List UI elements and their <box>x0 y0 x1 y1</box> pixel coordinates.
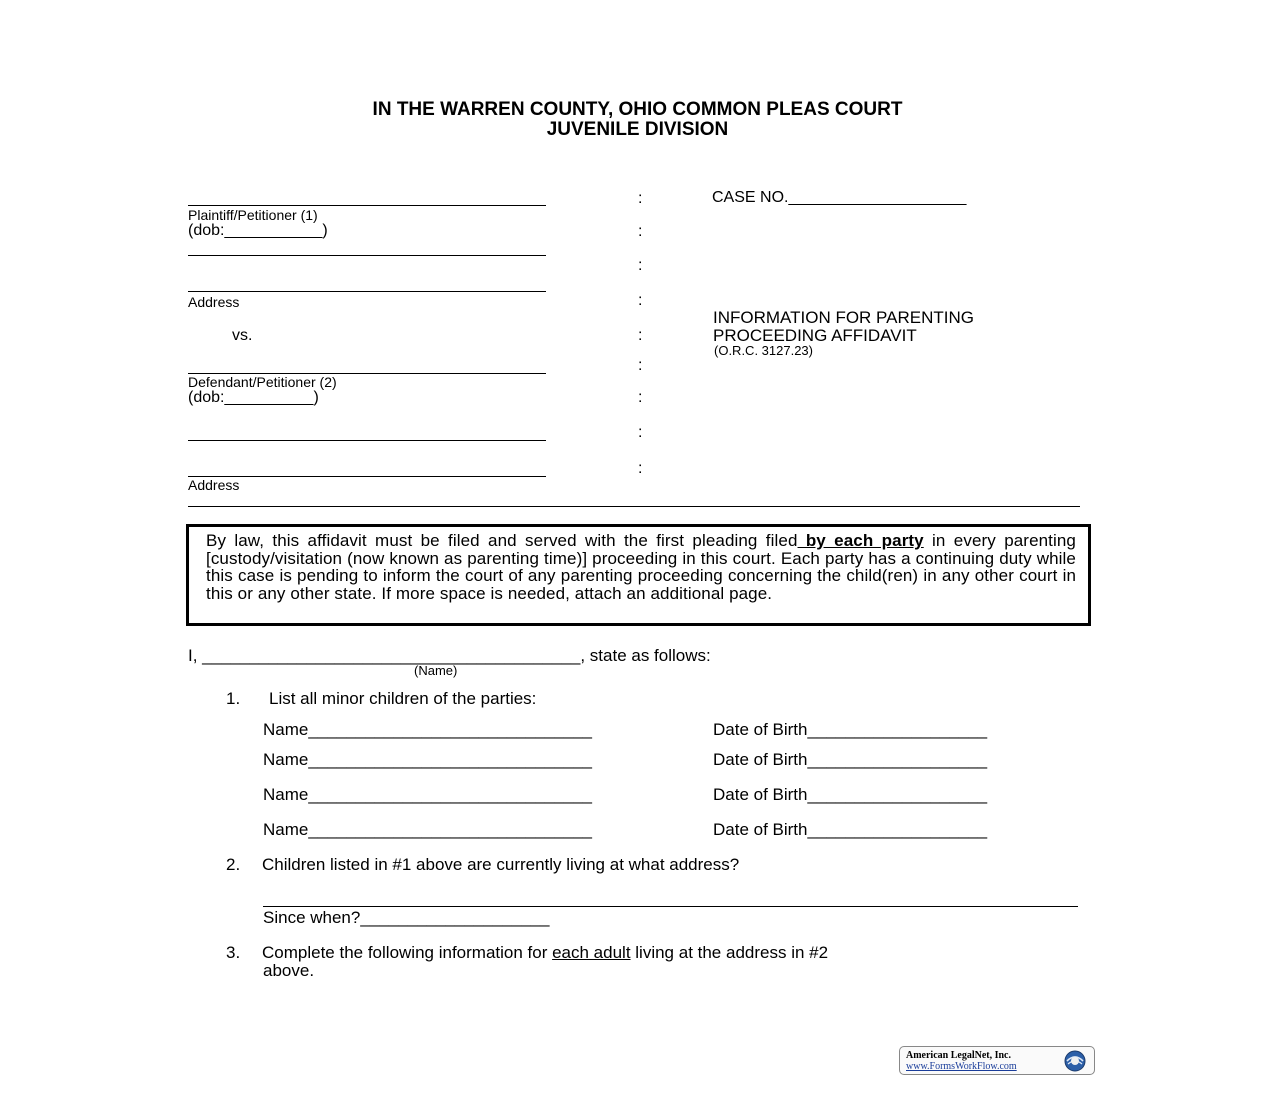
form-title-line-2: PROCEEDING AFFIDAVIT <box>713 326 917 345</box>
globe-icon <box>1060 1049 1090 1073</box>
affiant-statement: I, ________________________________________, state as follows: <box>188 646 711 665</box>
plaintiff-name-line <box>188 205 546 206</box>
item-2-number: 2. <box>226 855 241 874</box>
name-caption: (Name) <box>414 663 458 678</box>
item-1-text: List all minor children of the parties: <box>269 689 537 708</box>
statute-reference: (O.R.C. 3127.23) <box>714 343 813 358</box>
item-3-text: Complete the following information for each adult living at the address in #2 <box>262 943 829 962</box>
caption-colon: : <box>638 292 643 309</box>
notice-box <box>186 524 1091 626</box>
children-address-line <box>263 906 1078 907</box>
item-3-emphasis: each adult <box>552 943 631 962</box>
plaintiff-address-label: Address <box>188 294 240 310</box>
child-dob-field: Date of Birth___________________ <box>713 785 988 804</box>
publisher-badge <box>899 1046 1095 1075</box>
caption-colon: : <box>638 190 643 207</box>
child-dob-field: Date of Birth___________________ <box>713 820 988 839</box>
child-name-field: Name______________________________ <box>263 720 592 739</box>
defendant-address-line-2 <box>188 476 546 477</box>
item-3-text-cont: above. <box>263 961 315 980</box>
child-name-field: Name______________________________ <box>263 750 592 769</box>
child-dob-field: Date of Birth___________________ <box>713 720 988 739</box>
case-number: CASE NO.____________________ <box>712 189 967 206</box>
notice-emphasis: by each party <box>797 531 924 550</box>
caption-colon: : <box>638 357 643 374</box>
plaintiff-label: Plaintiff/Petitioner (1) <box>188 207 318 223</box>
since-when-field: Since when?____________________ <box>263 908 550 927</box>
item-1-number: 1. <box>226 689 241 708</box>
defendant-address-line-1 <box>188 440 546 441</box>
court-title: IN THE WARREN COUNTY, OHIO COMMON PLEAS COURT <box>372 99 903 120</box>
caption-colon: : <box>638 257 643 274</box>
child-name-field: Name______________________________ <box>263 785 592 804</box>
plaintiff-dob: (dob:___________) <box>188 222 328 239</box>
defendant-address-label: Address <box>188 477 240 493</box>
caption-divider <box>188 506 1080 507</box>
caption-colon: : <box>638 327 643 344</box>
caption-colon: : <box>638 460 643 477</box>
plaintiff-address-line-1 <box>188 255 546 256</box>
publisher-url[interactable]: www.FormsWorkFlow.com <box>906 1061 1017 1072</box>
notice-text: By law, this affidavit must be filed and served with the first pleading filed <box>206 531 798 550</box>
publisher-name: American LegalNet, Inc. <box>906 1050 1011 1061</box>
caption-colon: : <box>638 389 643 406</box>
division-title: JUVENILE DIVISION <box>546 119 729 140</box>
defendant-label: Defendant/Petitioner (2) <box>188 374 337 390</box>
item-2-text: Children listed in #1 above are currently living at what address? <box>262 855 740 874</box>
item-3-number: 3. <box>226 943 241 962</box>
caption-colon: : <box>638 424 643 441</box>
child-dob-field: Date of Birth___________________ <box>713 750 988 769</box>
vs-label: vs. <box>232 327 253 344</box>
notice-text-cont: in every parenting [custody/visitation (now known as parenting time)] proceeding in this court. Each party has a continuing duty while this case is pending to inform the court of any parenting proceeding concerning the child(ren) in any other court in this or any other state. If more space is needed, attach an additional page. <box>206 531 1076 603</box>
caption-colon: : <box>638 223 643 240</box>
defendant-dob: (dob:__________) <box>188 389 319 406</box>
child-name-field: Name______________________________ <box>263 820 592 839</box>
form-title-line-1: INFORMATION FOR PARENTING <box>713 308 974 327</box>
plaintiff-address-line-2 <box>188 291 546 292</box>
